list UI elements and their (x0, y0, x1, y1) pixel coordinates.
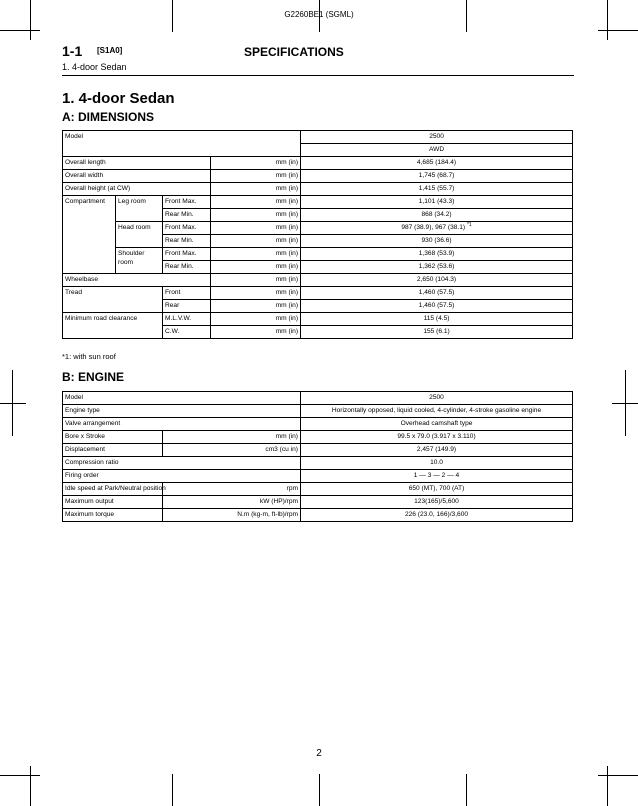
table-row: Wheelbase mm (in) 2,650 (104.3) (63, 274, 573, 287)
document-code: G2260BE1 (SGML) (284, 10, 354, 19)
table-row: C.W. mm (in) 155 (6.1) (63, 326, 573, 339)
model-value: 2500 (301, 131, 573, 144)
crop-mark (12, 370, 13, 436)
table-row: Shoulder room Front Max. mm (in) 1,368 (53.9) (63, 248, 573, 261)
table-row: Overall height (at CW) mm (in) 1,415 (55.7) (63, 183, 573, 196)
table-row: Maximum output kW (HP)/rpm 123(165)/5,600 (63, 496, 573, 509)
crop-mark (30, 0, 31, 40)
page-title: SPECIFICATIONS (244, 45, 344, 59)
crop-mark (172, 774, 173, 806)
crop-mark (607, 766, 608, 806)
table-row: Tread Front mm (in) 1,460 (57.5) (63, 287, 573, 300)
section-tag: [S1A0] (97, 46, 123, 55)
table-row (63, 131, 573, 144)
crop-mark (0, 403, 26, 404)
table-row: Displacement cm3 (cu in) 2,457 (149.9) (63, 444, 573, 457)
crop-mark (30, 766, 31, 806)
table-row: Bore x Stroke mm (in) 99.5 x 79.0 (3.917 x 3.110) (63, 431, 573, 444)
table-row: Overall length mm (in) 4,685 (184.4) (63, 157, 573, 170)
footnote: *1: with sun roof (62, 352, 116, 361)
table-row: Model 2500 (63, 392, 573, 405)
table-row: Rear Min. mm (in) 868 (34.2) (63, 209, 573, 222)
section-number: 1-1 (62, 43, 83, 59)
table-row: Idle speed at Park/Neutral position rpm 650 (MT), 700 (AT) (63, 483, 573, 496)
header-rule (62, 75, 574, 76)
table-row: Compression ratio 10.0 (63, 457, 573, 470)
page-subtitle: 1. 4-door Sedan (62, 62, 127, 72)
table-row: Maximum torque N.m (kg-m, ft-lb)/rpm 226 (23.0, 166)/3,600 (63, 509, 573, 522)
crop-mark (0, 30, 40, 31)
table-row: Firing order 1 — 3 — 2 — 4 (63, 470, 573, 483)
engine-table (62, 391, 573, 522)
crop-mark (598, 30, 638, 31)
table-row: Overall width mm (in) 1,745 (68.7) (63, 170, 573, 183)
table-row: Rear Min. mm (in) 930 (36.6) (63, 235, 573, 248)
table-row: Compartment Leg room Front Max. mm (in) 1,101 (43.3) (63, 196, 573, 209)
crop-mark (319, 774, 320, 806)
table-row: Rear Min. mm (in) 1,362 (53.6) (63, 261, 573, 274)
main-heading: 1. 4-door Sedan (62, 90, 175, 107)
table-row: Rear mm (in) 1,460 (57.5) (63, 300, 573, 313)
crop-mark (0, 775, 40, 776)
table-row: Head room Front Max. mm (in) 987 (38.9), 967 (38.1) $^{*1}$ (63, 222, 573, 235)
table-row: Valve arrangement Overhead camshaft type (63, 418, 573, 431)
drive-value: AWD (301, 144, 573, 157)
model-label: Model (63, 131, 301, 157)
dimensions-table (62, 130, 573, 339)
table-row: Minimum road clearance M.L.V.W. mm (in) 115 (4.5) (63, 313, 573, 326)
dimensions-heading: A: DIMENSIONS (62, 110, 155, 124)
crop-mark (625, 370, 626, 436)
page-number: 2 (316, 748, 322, 759)
crop-mark (466, 774, 467, 806)
table-row: Engine type Horizontally opposed, liquid cooled, 4-cylinder, 4-stroke gasoline engine (63, 405, 573, 418)
engine-heading: B: ENGINE (62, 370, 125, 384)
crop-mark (598, 775, 638, 776)
crop-mark (607, 0, 608, 40)
